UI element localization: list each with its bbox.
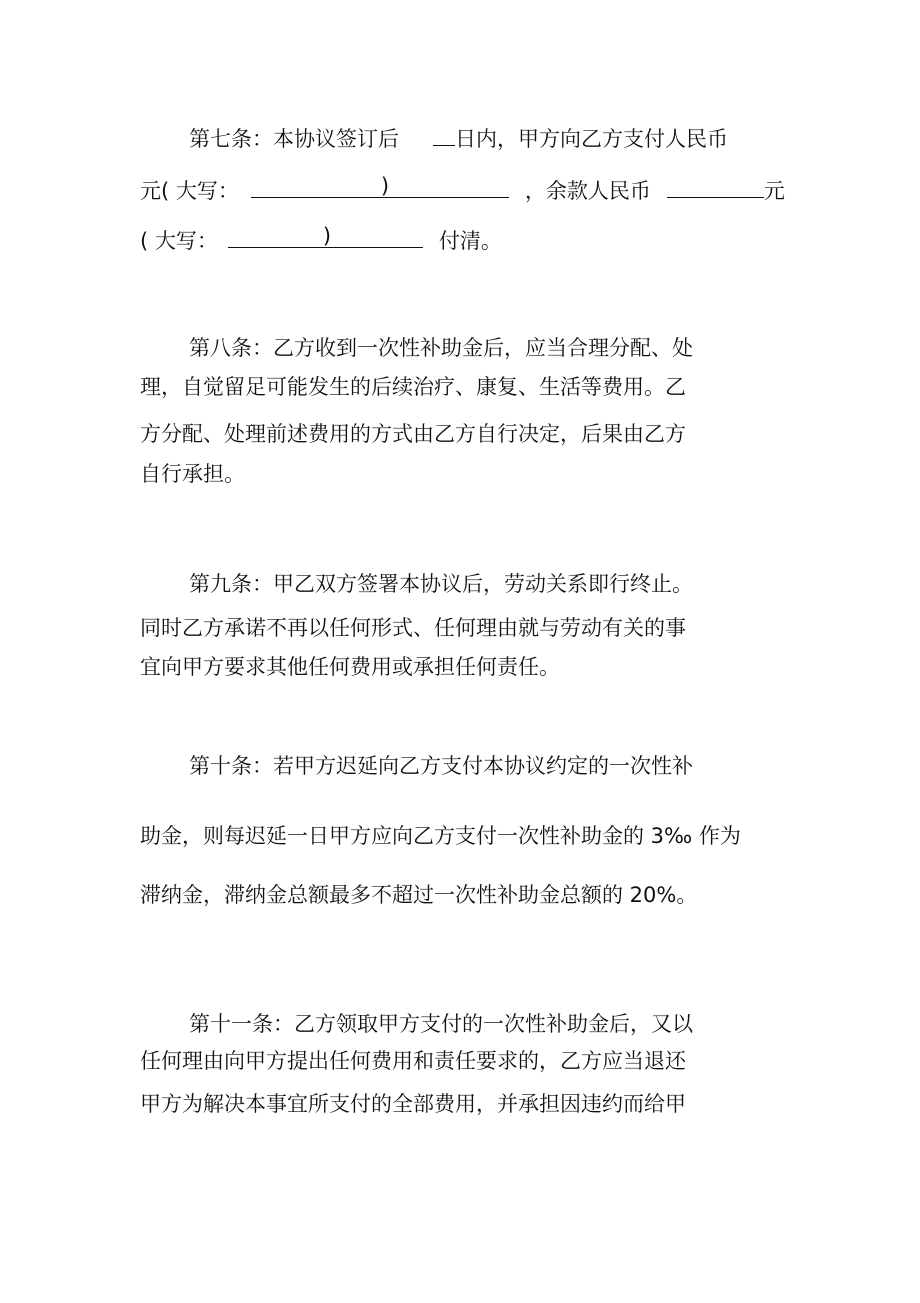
article7-line3-suffix: 付清。 (438, 229, 502, 253)
article7-line1-prefix: 第七条：本协议签订后 (189, 127, 399, 151)
balance-amount-blank (667, 175, 764, 198)
article7-line1-suffix: 日内，甲方向乙方支付人民币 (455, 127, 728, 151)
article7-line2-middle: ，余款人民币 (524, 179, 651, 203)
article8-line: 第八条：乙方收到一次性补助金后，应当合理分配、处 (189, 336, 693, 360)
article9-line: 同时乙方承诺不再以任何形式、任何理由就与劳动有关的事 (140, 616, 686, 640)
amount-uppercase-blank-2 (228, 225, 423, 248)
article7-line2-prefix: 元( 大写： (140, 179, 239, 203)
article8-line: 方分配、处理前述费用的方式由乙方自行决定，后果由乙方 (140, 422, 686, 446)
article7-line1 (189, 123, 728, 151)
article7-line3-prefix: ( 大写： (140, 229, 218, 253)
amount-uppercase-blank-1 (251, 175, 509, 198)
article7-line2 (140, 175, 785, 203)
article7-line3 (140, 225, 502, 253)
article8-line: 理，自觉留足可能发生的后续治疗、康复、生活等费用。乙 (140, 375, 686, 399)
article7-line2-suffix: 元 (763, 179, 785, 203)
days-blank (433, 123, 455, 146)
article9-line: 第九条：甲乙双方签署本协议后，劳动关系即行终止。 (189, 572, 693, 596)
article9-line: 宜向甲方要求其他任何费用或承担任何责任。 (140, 655, 560, 679)
article8-line: 自行承担。 (140, 462, 245, 486)
article11-line: 第十一条：乙方领取甲方支付的一次性补助金后，又以 (189, 1012, 693, 1036)
article10-line: 滞纳金，滞纳金总额最多不超过一次性补助金总额的 20%。 (140, 883, 698, 907)
amount-uppercase-paren-2: ) (322, 224, 332, 248)
article10-line: 助金，则每迟延一日甲方应向乙方支付一次性补助金的 3‰ 作为 (140, 824, 741, 848)
article10-line: 第十条：若甲方迟延向乙方支付本协议约定的一次性补 (189, 754, 693, 778)
amount-uppercase-paren-1: ) (380, 174, 390, 198)
article11-line: 甲方为解决本事宜所支付的全部费用，并承担因违约而给甲 (140, 1092, 686, 1116)
article11-line: 任何理由向甲方提出任何费用和责任要求的，乙方应当退还 (140, 1049, 686, 1073)
